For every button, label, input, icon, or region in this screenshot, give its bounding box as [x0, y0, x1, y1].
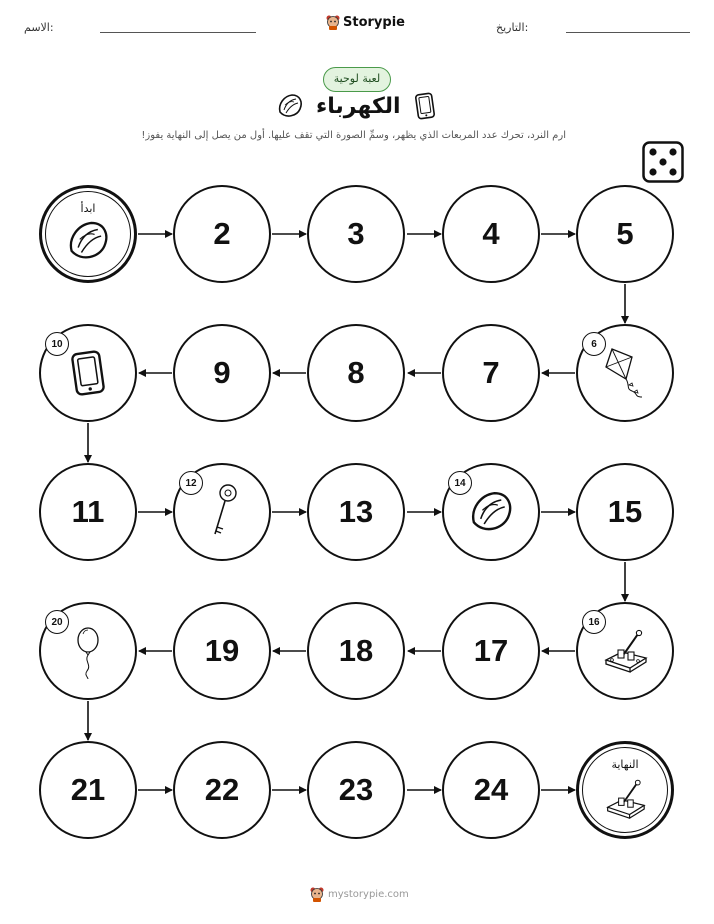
- footer: [310, 886, 409, 902]
- board-cell-15: [576, 463, 674, 561]
- cell-number: 2: [213, 216, 231, 251]
- cell-badge: 20: [45, 610, 69, 634]
- brand-name: Storypie: [343, 14, 405, 30]
- storypie-mascot-icon: [326, 14, 340, 30]
- cell-number: 21: [70, 772, 106, 807]
- tablet-icon: [66, 347, 110, 399]
- cell-number: 17: [473, 633, 509, 668]
- cell-number: 23: [338, 772, 374, 807]
- nut-icon: [467, 488, 515, 536]
- board-cell-14: [442, 463, 540, 561]
- board-cell-18: [307, 602, 405, 700]
- kite-icon: [602, 345, 648, 401]
- board-cell-24: [442, 741, 540, 839]
- board-cell-5: [576, 185, 674, 283]
- board-cell-19: [173, 602, 271, 700]
- cell-badge: 14: [448, 471, 472, 495]
- board-cell-21: [39, 741, 137, 839]
- board-cell-3: [307, 185, 405, 283]
- date-label: التاريخ:: [496, 21, 529, 34]
- board-cell-23: [307, 741, 405, 839]
- name-line[interactable]: [100, 32, 256, 33]
- switch-icon: [602, 778, 648, 820]
- board-cell-finish: [576, 741, 674, 839]
- name-label: الاسم:: [24, 21, 54, 34]
- cell-number: 13: [338, 494, 374, 529]
- dice-icon: [642, 141, 684, 183]
- start-label: ابدأ: [80, 202, 96, 215]
- switch-icon: [600, 628, 650, 674]
- nut-icon: [65, 218, 111, 264]
- cell-badge: 10: [45, 332, 69, 356]
- balloon-icon: [70, 623, 106, 679]
- board-cell-8: [307, 324, 405, 422]
- cell-number: 18: [338, 633, 374, 668]
- cell-number: 7: [482, 355, 500, 390]
- board-cell-20: [39, 602, 137, 700]
- footer-url[interactable]: mystorypie.com: [328, 888, 409, 900]
- cell-number: 9: [213, 355, 231, 390]
- board-cell-4: [442, 185, 540, 283]
- board-cell-9: [173, 324, 271, 422]
- cell-number: 19: [204, 633, 240, 668]
- instructions: ارم النرد، تحرك عدد المربعات الذي يظهر، وسمِّ الصورة التي تقف عليها. أول من يصل إلى النهاية يفوز!: [141, 130, 566, 141]
- board-cell-7: [442, 324, 540, 422]
- date-line[interactable]: [566, 32, 690, 33]
- board-cell-16: [576, 602, 674, 700]
- page-title: الكهرباء: [316, 94, 401, 119]
- board-cell-22: [173, 741, 271, 839]
- game-type-badge: لعبة لوحية: [323, 67, 391, 92]
- tablet-icon: [412, 92, 438, 120]
- board-cell-2: [173, 185, 271, 283]
- cell-number: 22: [204, 772, 240, 807]
- finish-label: النهاية: [611, 758, 639, 771]
- cell-number: 15: [607, 494, 643, 529]
- board-cell-6: [576, 324, 674, 422]
- brand-logo: [326, 14, 405, 30]
- cell-badge: 16: [582, 610, 606, 634]
- nut-icon: [276, 92, 304, 120]
- cell-number: 3: [347, 216, 365, 251]
- board-cell-17: [442, 602, 540, 700]
- cell-number: 8: [347, 355, 365, 390]
- cell-number: 24: [473, 772, 509, 807]
- key-icon: [202, 482, 242, 542]
- cell-badge: 12: [179, 471, 203, 495]
- board-cell-start: [39, 185, 137, 283]
- cell-number: 11: [71, 494, 105, 529]
- storypie-mascot-icon: [310, 886, 324, 902]
- cell-number: 4: [482, 216, 500, 251]
- board-cell-11: [39, 463, 137, 561]
- cell-number: 5: [616, 216, 634, 251]
- board-cell-10: [39, 324, 137, 422]
- board-cell-12: [173, 463, 271, 561]
- cell-badge: 6: [582, 332, 606, 356]
- board-cell-13: [307, 463, 405, 561]
